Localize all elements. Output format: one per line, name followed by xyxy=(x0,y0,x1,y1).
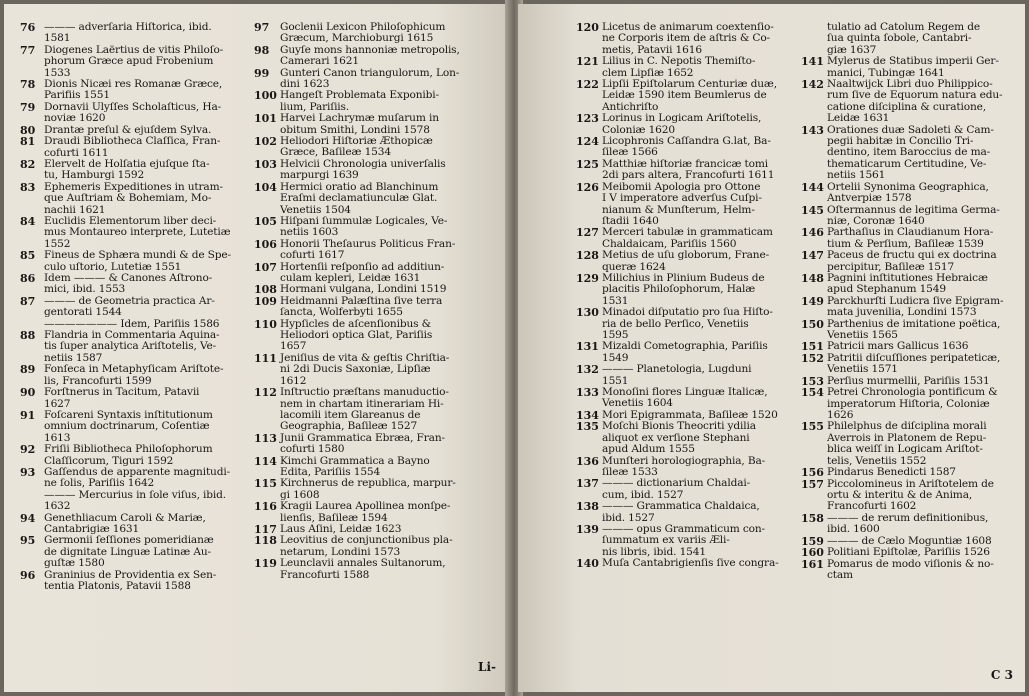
catalog-entry xyxy=(801,273,1017,296)
entry-number: 138 xyxy=(576,500,599,514)
entry-text: Hypſicles de aſcenſionibus & Heliodori optica Glat, Pariſiis 1657 xyxy=(280,317,433,353)
catalog-entry xyxy=(20,159,246,182)
entry-number: 77 xyxy=(20,43,36,57)
left-page-column-2 xyxy=(254,22,494,581)
catalog-entry xyxy=(254,182,494,216)
entry-number: 112 xyxy=(254,386,277,400)
entry-text: Drantæ preſul & ejuſdem Sylva. xyxy=(44,123,212,136)
catalog-entry xyxy=(801,79,1017,125)
entry-text: Politiani Epiſtolæ, Pariſiis 1526 xyxy=(827,546,990,559)
catalog-entry xyxy=(801,467,1017,479)
entry-text: Lilius in C. Nepotis Themiſto- clem Lipſiæ 1652 xyxy=(602,55,756,79)
entry-text: Oſtermannus de legitima Germa- niæ, Coronæ 1640 xyxy=(827,203,1000,227)
entry-number: 89 xyxy=(20,363,36,377)
catalog-entry xyxy=(254,45,494,68)
catalog-entry xyxy=(20,364,246,387)
catalog-entry xyxy=(576,250,794,273)
entry-text: Lorinus in Logicam Ariſtotelis, Coloniæ 1620 xyxy=(602,112,762,136)
entry-number: 88 xyxy=(20,329,36,343)
catalog-entry xyxy=(576,182,794,228)
entry-text: Meibomii Apologia pro Ottone I V imperatore adverſus Cuſpi- nianum & Munſterum, Helm- ſtadii 1640 xyxy=(602,180,762,227)
catalog-entry xyxy=(801,182,1017,205)
entry-text: Flandria in Commentaria Aquina- tis ſuper analytica Ariſtotelis, Ve- netiis 1587 xyxy=(44,329,220,364)
entry-number: 142 xyxy=(801,78,824,92)
entry-text: Perſius murmellii, Pariſiis 1531 xyxy=(827,374,990,387)
entry-number: 140 xyxy=(576,557,599,571)
entry-text: Euclidis Elementorum liber deci- mus Montaureo interprete, Lutetiæ 1552 xyxy=(44,215,231,250)
entry-text: Friſii Bibliotheca Philoſophorum Claſſicorum, Tiguri 1592 xyxy=(44,443,213,467)
entry-number: 118 xyxy=(254,534,277,548)
catalog-entry xyxy=(801,559,1017,582)
entry-text: Merceri tabulæ in grammaticam Chaldaicam, Pariſiis 1560 xyxy=(602,226,773,250)
catalog-entry xyxy=(20,182,246,216)
entry-number: 119 xyxy=(254,557,277,571)
catalog-entry xyxy=(801,319,1017,342)
entry-text: ——————— Idem, Pariſiis 1586 xyxy=(44,317,220,330)
entry-text: Diogenes Laërtius de vitis Philoſo- phorum Græce apud Frobenium 1533 xyxy=(44,43,224,79)
catalog-entry xyxy=(20,410,246,444)
catalog-entry xyxy=(576,136,794,159)
entry-text: Licetus de animarum coextenſio- ne Corporis item de aſtris & Co- metis, Patavii 1616 xyxy=(602,21,774,56)
catalog-entry xyxy=(254,296,494,319)
entry-text: Paceus de fructu qui ex doctrina percipitur, Baſileæ 1517 xyxy=(827,249,997,273)
catalog-entry xyxy=(576,56,794,79)
entry-number: 81 xyxy=(20,135,36,149)
catalog-entry xyxy=(801,479,1017,513)
entry-text: Harvei Lachrymæ muſarum in obitum Smithi, Londini 1578 xyxy=(280,112,439,136)
catalog-entry xyxy=(254,216,494,239)
catalog-entry xyxy=(801,205,1017,228)
entry-number: 124 xyxy=(576,135,599,149)
entry-text: Dionis Nicæi res Romanæ Græce, Parifiis 1551 xyxy=(44,78,223,102)
entry-number: 94 xyxy=(20,511,36,525)
entry-text: Kragii Laurea Apollinea monſpe- lienſis, Baſileæ 1594 xyxy=(280,500,451,524)
entry-text: Mizaldi Cometographia, Pariſiis 1549 xyxy=(602,340,768,364)
entry-number: 103 xyxy=(254,157,277,171)
catalog-entry xyxy=(576,524,794,558)
entry-text: Hortenſii reſponſio ad additiun- culam kepleri, Leidæ 1631 xyxy=(280,260,445,284)
entry-text: ——— de Cælo Moguntiæ 1608 xyxy=(827,534,992,547)
entry-number: 132 xyxy=(576,363,599,377)
entry-number: 147 xyxy=(801,249,824,263)
catalog-entry xyxy=(576,307,794,341)
entry-number: 117 xyxy=(254,522,277,536)
catalog-entry xyxy=(576,387,794,410)
entry-text: Pindarus Benedicti 1587 xyxy=(827,466,956,479)
entry-number: 104 xyxy=(254,180,277,194)
entry-number: 150 xyxy=(801,317,824,331)
catalog-entry xyxy=(801,513,1017,536)
entry-text: Jeniſius de vita & geſtis Chriſtia- ni 2di Ducis Saxoniæ, Lipſiæ 1612 xyxy=(280,351,450,387)
entry-number: 146 xyxy=(801,226,824,240)
catalog-entry xyxy=(576,364,794,387)
entry-number: 93 xyxy=(20,465,36,479)
catalog-entry xyxy=(576,456,794,479)
catalog-entry xyxy=(254,353,494,387)
entry-number: 90 xyxy=(20,386,36,400)
entry-text: tulatio ad Catolum Regem de ſua quinta ſobole, Cantabri- giæ 1637 xyxy=(827,21,981,56)
entry-number: 92 xyxy=(20,443,36,457)
entry-text: Leunclavii annales Sultanorum, Francofurti 1588 xyxy=(280,557,446,581)
entry-text: Monoſini flores Linguæ Italicæ, Venetiis 1604 xyxy=(602,386,768,410)
entry-text: Patritii diſcuſſiones peripateticæ, Venetiis 1571 xyxy=(827,351,1001,376)
entry-number: 106 xyxy=(254,237,277,251)
entry-text: ——— opus Grammaticum con- ſummatum ex variis Æli- nis libris, ibid. 1541 xyxy=(602,522,765,558)
entry-number: 161 xyxy=(801,557,824,571)
entry-text: Naaltwijck Libri duo Philippico- rum ſive de Equorum natura edu- catione diſciplina & curatione, Leidæ 1631 xyxy=(827,78,1003,125)
entry-number: 114 xyxy=(254,454,277,468)
catalog-entry xyxy=(576,22,794,56)
entry-text: Orationes duæ Sadoleti & Cam- pegii habitæ in Concilio Tri- dentino, item Baroccius de ma- thematicarum Certitudine, Ve- netiis 1561 xyxy=(827,123,994,182)
entry-text: Ephemeris Expeditiones in utram- que Auſtriam & Bohemiam, Mo- nachii 1621 xyxy=(44,180,223,216)
entry-text: Guyſe mons hannoniæ metropolis, Camerari 1621 xyxy=(280,43,460,68)
entry-text: Hermici oratio ad Blanchinum Eraſmi declamatiunculæ Glat. Venetiis 1504 xyxy=(280,180,439,216)
entry-number: 83 xyxy=(20,180,36,194)
entry-text: Mylerus de Statibus imperii Ger- manici, Tubingæ 1641 xyxy=(827,55,999,79)
entry-number: 85 xyxy=(20,249,36,263)
entry-text: Fonſeca in Metaphyſicam Ariſtote- lis, Francofurti 1599 xyxy=(44,363,224,387)
entry-text: Junii Grammatica Ebræa, Fran- cofurti 1580 xyxy=(280,431,445,456)
entry-number: 133 xyxy=(576,386,599,399)
catalog-entry xyxy=(576,159,794,182)
entry-text: Matthiæ hiſtoriæ francicæ tomi 2di pars altera, Francofurti 1611 xyxy=(602,157,775,182)
catalog-entry xyxy=(20,387,246,410)
entry-text: Metius de uſu globorum, Frane- queræ 1624 xyxy=(602,249,770,273)
entry-number: 126 xyxy=(576,180,599,194)
entry-number: 123 xyxy=(576,112,599,126)
catalog-entry xyxy=(801,547,1017,559)
catalog-entry xyxy=(576,341,794,364)
catalog-entry xyxy=(801,125,1017,182)
catalog-entry xyxy=(20,250,246,273)
signature-mark: C 3 xyxy=(990,668,1013,682)
entry-number: 86 xyxy=(20,272,36,286)
catalog-entry xyxy=(576,501,794,524)
entry-number: 110 xyxy=(254,317,277,331)
catalog-entry xyxy=(254,319,494,353)
entry-number: 76 xyxy=(20,21,36,34)
entry-text: Forſtnerus in Tacitum, Patavii 1627 xyxy=(44,386,200,410)
catalog-entry xyxy=(20,570,246,593)
entry-text: Heliodori Hiſtoriæ Æthopicæ Græce, Baſileæ 1534 xyxy=(280,135,433,159)
entry-text: Elervelt de Holſatia ejuſque ſta- tu, Hamburgi 1592 xyxy=(44,157,210,182)
entry-text: Lipſii Epiſtolarum Centuriæ duæ, Leidæ 1590 item Beumlerus de Antichriſto xyxy=(602,78,777,113)
entry-number: 130 xyxy=(576,306,599,320)
catalog-entry xyxy=(20,467,246,490)
right-page xyxy=(518,4,1025,692)
catalog-entry xyxy=(254,433,494,456)
catalog-entry xyxy=(254,387,494,433)
entry-number: 158 xyxy=(801,511,824,525)
entry-text: Minadoi diſputatio pro ſua Hiſto- ria de bello Perſico, Venetiis 1595 xyxy=(602,306,773,341)
entry-number: 148 xyxy=(801,271,824,285)
catalog-entry xyxy=(801,353,1017,376)
entry-number: 154 xyxy=(801,386,824,400)
entry-text: Patricii mars Gallicus 1636 xyxy=(827,340,969,353)
entry-text: ——— dictionarium Chaldai- cum, ibid. 1527 xyxy=(602,477,751,501)
entry-text: Heidmanni Palæſtina ſive terra ſancta, Wolferbyti 1655 xyxy=(280,294,443,319)
entry-text: Petrei Chronologia pontificum & imperatorum Hiſtoria, Coloniæ 1626 xyxy=(827,386,998,421)
catalog-entry xyxy=(576,79,794,113)
catalog-entry xyxy=(801,296,1017,319)
entry-number: 102 xyxy=(254,135,277,149)
catalog-entry xyxy=(254,68,494,91)
entry-number: 157 xyxy=(801,477,824,491)
entry-text: Genethliacum Caroli & Mariæ, Cantabrigiæ 1631 xyxy=(44,511,206,535)
entry-number: 136 xyxy=(576,454,599,468)
entry-number: 111 xyxy=(254,351,277,365)
entry-number: 151 xyxy=(801,340,824,354)
entry-text: ——— Mercurius in ſole viſus, ibid. 1632 xyxy=(44,488,226,513)
entry-text: Inſtructio præſtans manuductio- nem in chartam itinerariam Hi- lacomili item Glareanus de Geographia, Baſileæ 1527 xyxy=(280,386,449,433)
entry-number: 127 xyxy=(576,226,599,240)
catalog-entry xyxy=(801,56,1017,79)
right-page-column-1 xyxy=(576,22,794,570)
catalog-entry xyxy=(801,227,1017,250)
catalog-entry xyxy=(254,262,494,285)
entry-number: 149 xyxy=(801,294,824,308)
entry-text: Moſchi Bionis Theocriti ydilia aliquot ex verſione Stephani apud Aldum 1555 xyxy=(602,420,756,456)
right-page-column-2 xyxy=(801,22,1017,581)
catalog-entry xyxy=(254,136,494,159)
catalog-entry xyxy=(801,250,1017,273)
left-page-column-1 xyxy=(20,22,246,592)
entry-text: Ortelii Synonima Geographica, Antverpiæ 1578 xyxy=(827,180,989,205)
catalog-entry xyxy=(20,444,246,467)
entry-text: Helvicii Chronologia univerſalis marpurgi 1639 xyxy=(280,157,446,182)
catalog-entry xyxy=(20,45,246,79)
left-page xyxy=(4,4,510,692)
catalog-entry xyxy=(576,421,794,455)
entry-text: Leovitius de conjunctionibus pla- netarum, Londini 1573 xyxy=(280,534,453,558)
entry-number: 84 xyxy=(20,215,36,228)
entry-text: Laus Aſini, Leidæ 1623 xyxy=(280,522,402,535)
entry-text: Parckhurſti Ludicra ſive Epigram- mata juvenilia, Londini 1573 xyxy=(827,294,1004,319)
entry-text: Hiſpani ſummulæ Logicales, Ve- netiis 1603 xyxy=(280,214,448,239)
entry-text: Fineus de Sphæra mundi & de Spe- culo uſtorio, Lutetiæ 1551 xyxy=(44,249,231,273)
entry-number: 91 xyxy=(20,408,36,422)
entry-number: 87 xyxy=(20,294,36,308)
catalog-entry xyxy=(576,478,794,501)
entry-number: 134 xyxy=(576,408,599,422)
entry-number: 108 xyxy=(254,283,277,297)
entry-text: Hangeſt Problemata Exponibi- lium, Pariſiis. xyxy=(280,89,439,113)
catalog-entry xyxy=(20,136,246,159)
catalog-entry xyxy=(20,216,246,250)
entry-text: Dornavii Ulyſſes Scholaſticus, Ha- noviæ 1620 xyxy=(44,100,222,125)
catalog-entry xyxy=(254,239,494,262)
catalog-entry xyxy=(254,456,494,479)
catalog-entry xyxy=(254,22,494,45)
entry-text: Draudi Bibliotheca Claſſica, Fran- cofurti 1611 xyxy=(44,135,221,159)
entry-text: Goclenii Lexicon Philoſophicum Græcum, Marchioburgi 1615 xyxy=(280,21,446,45)
entry-number: 116 xyxy=(254,500,277,514)
catalog-entry xyxy=(20,79,246,102)
catalog-entry xyxy=(576,558,794,570)
entry-number: 121 xyxy=(576,55,599,69)
entry-text: Foſcareni Syntaxis inſtitutionum omnium doctrinarum, Coſentiæ 1613 xyxy=(44,408,213,444)
catalog-entry xyxy=(801,421,1017,467)
catalog-entry xyxy=(20,273,246,296)
entry-number: 107 xyxy=(254,260,277,274)
entry-number: 100 xyxy=(254,89,277,103)
entry-number: 101 xyxy=(254,112,277,126)
catalog-entry xyxy=(576,113,794,136)
entry-text: ——— adverſaria Hiſtorica, ibid. 1581 xyxy=(44,21,212,45)
entry-number: 152 xyxy=(801,351,824,365)
entry-number: 99 xyxy=(254,66,270,80)
entry-text: ——— de Geometria practica Ar- gentorati 1544 xyxy=(44,294,215,319)
entry-text: Germonii ſeſſiones pomeridianæ de dignitate Linguæ Latinæ Au- guſtæ 1580 xyxy=(44,534,214,570)
entry-number: 79 xyxy=(20,100,36,114)
entry-number: 125 xyxy=(576,157,599,171)
entry-text: Pomarus de modo viſionis & no- ctam xyxy=(827,557,994,581)
entry-text: Hormani vulgana, Londini 1519 xyxy=(280,283,447,296)
entry-text: ——— Planetologia, Lugduni 1551 xyxy=(602,363,752,387)
entry-number: 144 xyxy=(801,180,824,194)
entry-number: 155 xyxy=(801,420,824,434)
entry-number: 160 xyxy=(801,546,824,560)
entry-number: 135 xyxy=(576,420,599,434)
entry-number: 80 xyxy=(20,123,36,137)
entry-text: Kirchnerus de republica, marpur- gi 1608 xyxy=(280,477,456,501)
entry-number: 122 xyxy=(576,78,599,92)
entry-text: Licophronis Caſſandra G.lat, Ba- ſileæ 1566 xyxy=(602,135,771,159)
catalog-entry xyxy=(801,387,1017,421)
entry-number: 113 xyxy=(254,431,277,445)
entry-text: Graninius de Providentia ex Sen- tentia Platonis, Patavii 1588 xyxy=(44,568,217,592)
entry-number: 156 xyxy=(801,466,824,480)
entry-number: 109 xyxy=(254,294,277,308)
entry-text: Muſa Cantabrigienſis ſive congra- xyxy=(602,557,779,570)
entry-text: Gunteri Canon triangulorum, Lon- dini 1623 xyxy=(280,66,460,91)
entry-number: 131 xyxy=(576,340,599,354)
entry-text: Idem ——— & Canones Aſtrono- mici, ibid. 1553 xyxy=(44,272,213,296)
entry-text: Munſteri horologiographia, Ba- ſileæ 1533 xyxy=(602,454,766,478)
entry-number: 129 xyxy=(576,271,599,285)
entry-number: 128 xyxy=(576,249,599,263)
catalog-entry xyxy=(20,330,246,364)
entry-text: Parthenius de imitatione poëtica, Venetiis 1565 xyxy=(827,317,1001,341)
entry-number: 143 xyxy=(801,123,824,137)
entry-number: 97 xyxy=(254,21,270,34)
entry-text: Gaſſendus de apparente magnitudi- ne ſolis, Pariſiis 1642 xyxy=(44,465,231,490)
catalog-entry xyxy=(254,159,494,182)
entry-text: Kimchi Grammatica a Bayno Edita, Pariſiis 1554 xyxy=(280,454,430,478)
entry-number: 120 xyxy=(576,21,599,34)
entry-text: Mori Epigrammata, Baſileæ 1520 xyxy=(602,408,778,421)
entry-number: 145 xyxy=(801,203,824,217)
entry-number: 96 xyxy=(20,568,36,582)
catalog-entry xyxy=(20,102,246,125)
entry-number: 137 xyxy=(576,477,599,491)
catalog-entry xyxy=(254,535,494,558)
catalog-entry xyxy=(254,113,494,136)
entry-number: 115 xyxy=(254,477,277,491)
catalog-entry xyxy=(254,558,494,581)
catalog-entry xyxy=(20,513,246,536)
entry-number: 141 xyxy=(801,55,824,69)
entry-text: ——— Grammatica Chaldaica, ibid. 1527 xyxy=(602,500,760,524)
entry-number: 153 xyxy=(801,374,824,388)
catalog-entry xyxy=(576,227,794,250)
entry-text: Parthaſius in Claudianum Hora- tium & Perſium, Baſileæ 1539 xyxy=(827,226,994,250)
entry-text: Pagnini inſtitutiones Hebraicæ apud Stephanum 1549 xyxy=(827,271,988,296)
catalog-entry xyxy=(576,273,794,307)
entry-text: Honorii Theſaurus Politicus Fran- cofurti 1617 xyxy=(280,237,456,262)
entry-text: ——— de rerum definitionibus, ibid. 1600 xyxy=(827,511,989,536)
entry-number: 159 xyxy=(801,534,824,548)
entry-number: 98 xyxy=(254,43,270,57)
entry-text: Milichius in Plinium Budeus de placitis Philoſophorum, Halæ 1531 xyxy=(602,271,765,307)
entry-number: 95 xyxy=(20,534,36,548)
catalog-entry xyxy=(254,90,494,113)
entry-text: Philelphus de diſciplina morali Averrois in Platonem de Repu- blica weiſſ in Logicam Ariſtot- telis, Venetiis 1552 xyxy=(827,420,987,467)
catalog-entry xyxy=(801,22,1017,56)
entry-number: 82 xyxy=(20,157,36,171)
entry-number: 105 xyxy=(254,214,277,228)
entry-number: 78 xyxy=(20,78,36,92)
entry-text: Piccolomineus in Ariſtotelem de ortu & interitu & de Anima, Francofurti 1602 xyxy=(827,477,994,513)
catalog-entry xyxy=(254,478,494,501)
catalog-entry xyxy=(254,501,494,524)
catchword: Li- xyxy=(478,660,496,674)
catalog-entry xyxy=(20,535,246,569)
entry-number: 139 xyxy=(576,522,599,536)
catalog-entry xyxy=(20,490,246,513)
catalog-entry xyxy=(20,22,246,45)
catalog-entry xyxy=(20,296,246,319)
